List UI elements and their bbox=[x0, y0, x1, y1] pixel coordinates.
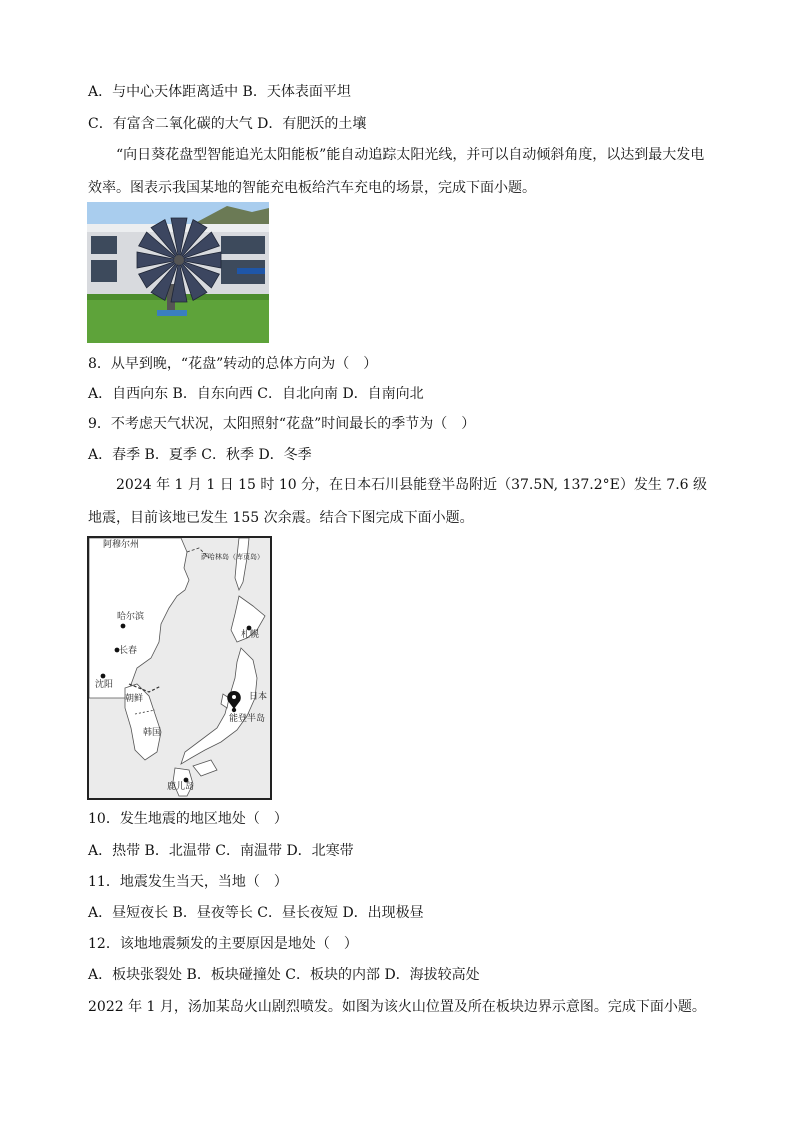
map-label-sapporo: 札幌 bbox=[241, 630, 260, 640]
question-9: 9．不考虑天气状况，太阳照射“花盘”时间最长的季节为（ ） bbox=[88, 416, 476, 432]
question-8-options: A．自西向东 B．自东向西 C．自北向南 D．自南向北 bbox=[88, 386, 424, 402]
question-12: 12．该地地震频发的主要原因是地处（ ） bbox=[88, 936, 358, 952]
question-12-options: A．板块张裂处 B．板块碰撞处 C．板块的内部 D．海拔较高处 bbox=[88, 967, 480, 983]
volcano-intro: 2022 年 1 月，汤加某岛火山剧烈喷发。如图为该火山位置及所在板块边界示意图。完成下面小题。 bbox=[88, 999, 706, 1015]
question-11: 11．地震发生当天，当地（ ） bbox=[88, 874, 288, 890]
question-11-options: A．昼短夜长 B．昼夜等长 C．昼长夜短 D．出现极昼 bbox=[88, 905, 424, 921]
earthquake-intro-paragraph: 2024 年 1 月 1 日 15 时 10 分，在日本石川县能登半岛附近（37.5N, 137.2°E）发生 7.6 级地震，目前该地已发生 155 次余震。结合下图完成下面小题。 bbox=[88, 477, 708, 526]
map-label-sakhalin: 萨哈林岛（库页岛） bbox=[201, 553, 264, 561]
map-label-north-korea: 朝鲜 bbox=[125, 694, 144, 704]
question-10-options: A．热带 B．北温带 C．南温带 D．北寒带 bbox=[88, 843, 354, 859]
map-label-shenyang: 沈阳 bbox=[95, 680, 114, 690]
map-label-kagoshima: 鹿儿岛 bbox=[167, 782, 195, 792]
question-10: 10．发生地震的地区地处（ ） bbox=[88, 811, 288, 827]
q7-options-line1: A．与中心天体距离适中 B．天体表面平坦 bbox=[88, 84, 351, 100]
solar-panel-photo bbox=[87, 202, 269, 343]
map-label-changchun: 长春 bbox=[119, 646, 138, 656]
map-label-japan: 日本 bbox=[249, 692, 268, 702]
map-label-harbin: 哈尔滨 bbox=[117, 612, 145, 622]
question-8: 8．从早到晚，“花盘”转动的总体方向为（ ） bbox=[88, 356, 378, 372]
map-label-south-korea: 韩国 bbox=[143, 728, 162, 738]
q7-options-line2: C．有富含二氧化碳的大气 D．有肥沃的土壤 bbox=[88, 116, 367, 132]
map-label-noto: 能登半岛 bbox=[229, 714, 266, 724]
solar-intro-paragraph: “向日葵花盘型智能追光太阳能板”能自动追踪太阳光线，并可以自动倾斜角度，以达到最大发电效率。图表示我国某地的智能充电板给汽车充电的场景，完成下面小题。 bbox=[88, 147, 705, 196]
map-label-amur: 阿穆尔州 bbox=[103, 540, 140, 550]
earthquake-map bbox=[87, 536, 272, 800]
question-9-options: A．春季 B．夏季 C．秋季 D．冬季 bbox=[88, 447, 312, 463]
